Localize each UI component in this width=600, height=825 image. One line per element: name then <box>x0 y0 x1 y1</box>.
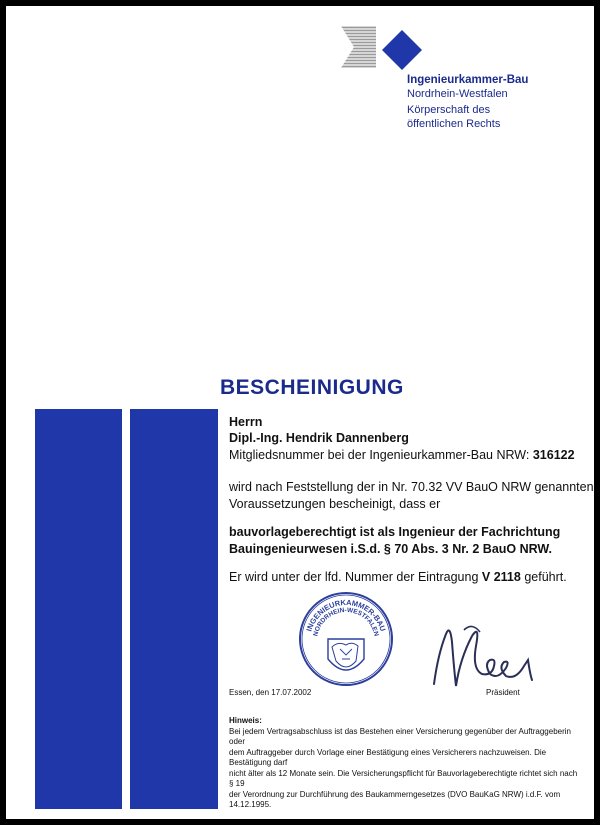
certificate-page <box>6 6 594 819</box>
registration-number: V 2118 <box>481 570 521 584</box>
notice-line-1: Bei jedem Vertragsabschluss ist das Bestehen einer Versicherung gegenüber der Auftraggeberin oder <box>229 726 571 746</box>
chamber-logo <box>336 18 426 80</box>
place-date: Essen, den 17.07.2002 <box>229 688 312 697</box>
registration-prefix: Er wird unter der lfd. Nummer der Eintragung <box>229 570 479 584</box>
member-number-label: Mitgliedsnummer bei der Ingenieurkammer-Bau NRW: <box>229 448 530 462</box>
qualification-line-1: bauvorlageberechtigt ist als Ingenieur der Fachrichtung <box>229 525 561 539</box>
notice-line-4: der Verordnung zur Durchführung des Baukammerngesetzes (DVO BauKaG NRW) i.d.F. vom 14.12.1995. <box>229 789 561 809</box>
notice-block <box>229 716 581 811</box>
statement-line-2: Voraussetzungen bescheinigt, dass er <box>229 497 441 511</box>
registration-line <box>229 569 567 585</box>
certificate-title: BESCHEINIGUNG <box>220 376 404 399</box>
seal-text-1: INGENIEURKAMMER-BAU <box>304 597 388 633</box>
organization-name: Ingenieurkammer-Bau <box>407 74 529 86</box>
official-seal <box>296 589 396 689</box>
signature-image <box>424 614 554 694</box>
decorative-bar-right <box>130 409 218 809</box>
organization-status-2: öffentlichen Rechts <box>407 118 501 130</box>
notice-line-2: dem Auftraggeber durch Vorlage einer Bestätigung eines Versicherers nachzuweisen. Die Bestätigung darf <box>229 747 547 767</box>
organization-status-1: Körperschaft des <box>407 104 491 116</box>
decorative-bar-left <box>35 409 122 809</box>
organization-region: Nordrhein-Westfalen <box>407 88 508 100</box>
statement-line-1: wird nach Feststellung der in Nr. 70.32 VV BauO NRW genannten <box>229 480 594 494</box>
organization-block <box>407 73 528 131</box>
notice-heading: Hinweis: <box>229 716 262 725</box>
notice-line-3: nicht älter als 12 Monate sein. Die Versicherungspflicht für Bauvorlageberechtigte richtet sich nach § 19 <box>229 768 578 788</box>
signatory-role: Präsident <box>486 688 520 697</box>
qualification-line-2: Bauingenieurwesen i.S.d. § 70 Abs. 3 Nr. 2 BauO NRW. <box>229 542 553 556</box>
member-number-line <box>229 447 575 463</box>
recipient-name: Dipl.-Ing. Hendrik Dannenberg <box>229 431 409 445</box>
salutation: Herrn <box>229 415 263 429</box>
member-number: 316122 <box>532 448 575 462</box>
registration-suffix: geführt. <box>524 570 567 584</box>
seal-text-2: NORDRHEIN-WESTFALEN <box>312 606 380 637</box>
